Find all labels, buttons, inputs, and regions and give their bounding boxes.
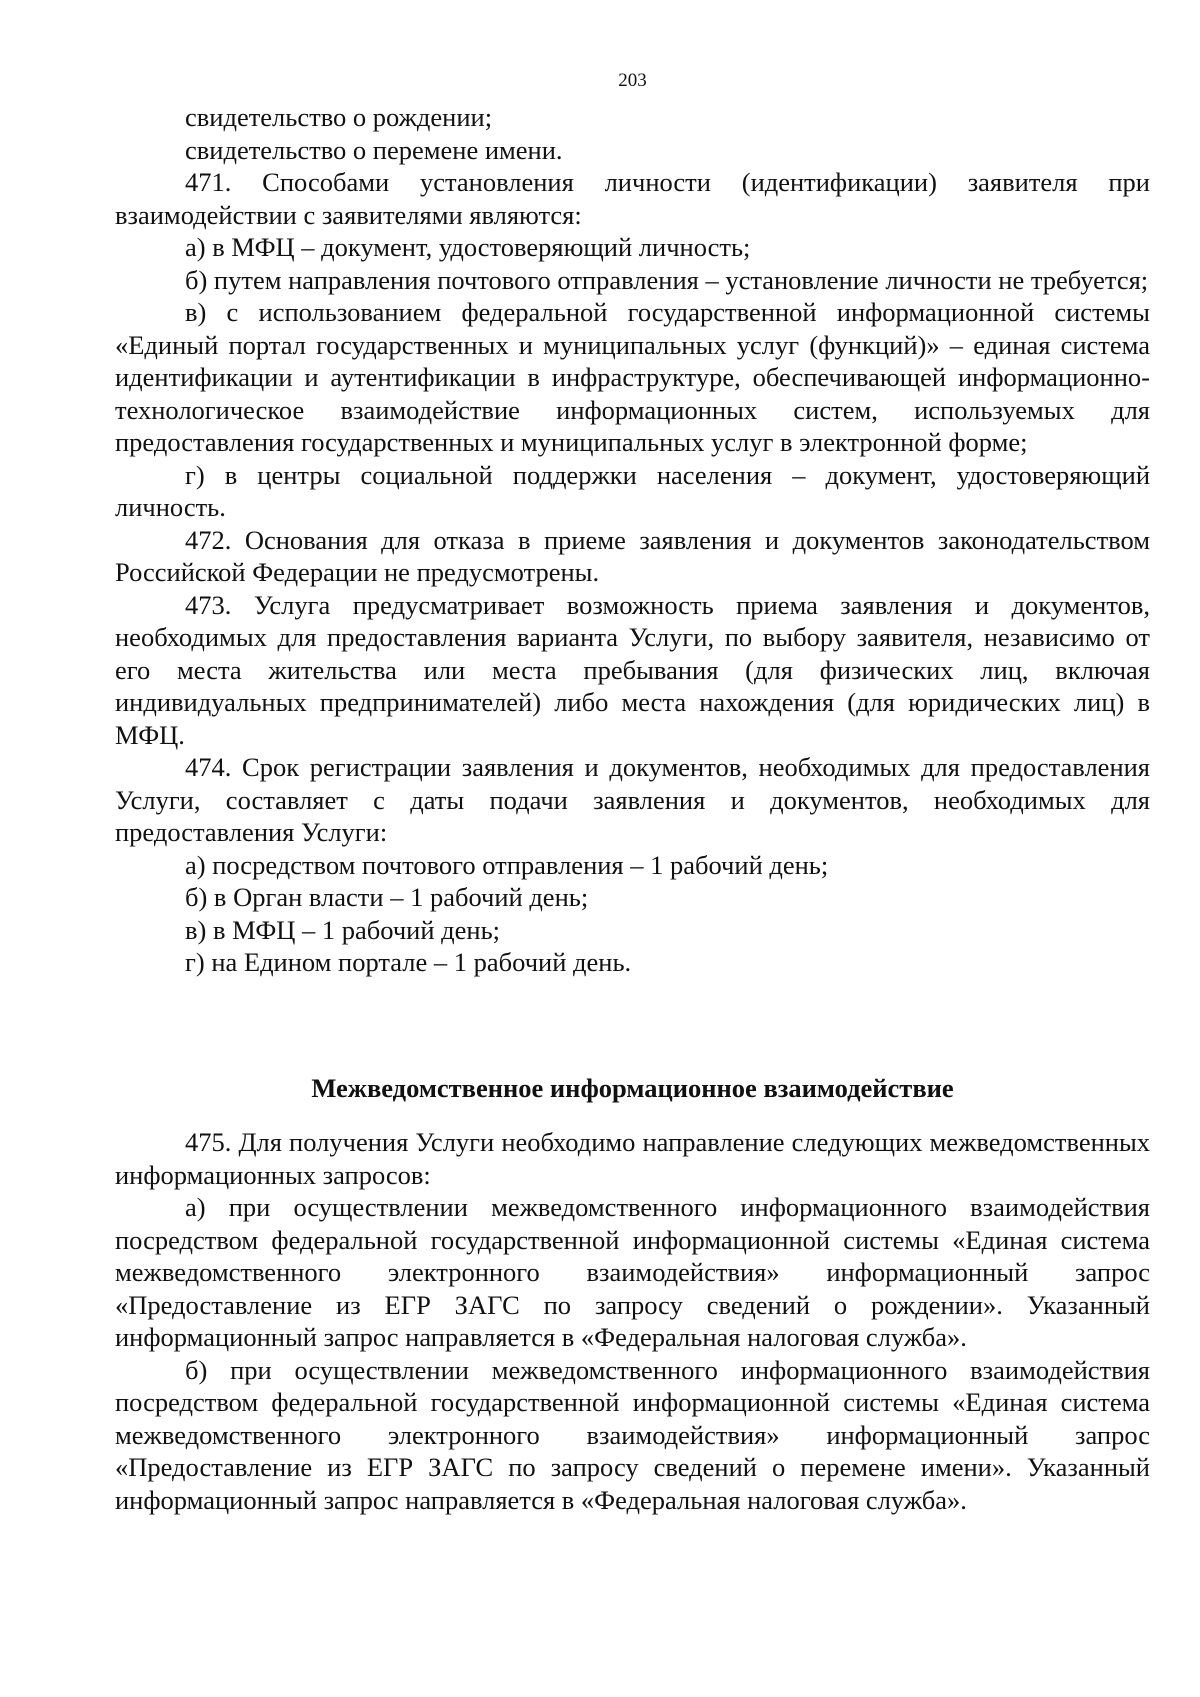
list-item-a: а) при осуществлении межведомственного информационного взаимодействия посредством федеральной государственной информационной системы «Единая система межведомственного электронного взаимодействия» информационный запрос «Предоставление из ЕГР ЗАГС по запросу сведений о рождении». Указанный информационный запрос направляется в «Федеральная налоговая служба». (115, 1192, 1150, 1352)
paragraph: свидетельство о рождении; (185, 102, 493, 132)
list-item-g: г) на Едином портале – 1 рабочий день. (185, 947, 632, 977)
section-heading: Межведомственное информационное взаимодействие (311, 1073, 954, 1103)
paragraph-473: 473. Услуга предусматривает возможность приема заявления и документов, необходимых для предоставления варианта Услуги, по выбору заявителя, независимо от его места жительства или места пребывания (для физических лиц, включая индивидуальных предпринимателей) либо места нахождения (для юридических лиц) в МФЦ. (115, 589, 1150, 750)
list-item-g: г) в центры социальной поддержки населения – документ, удостоверяющий личность. (115, 459, 1150, 522)
list-item-a: а) в МФЦ – документ, удостоверяющий личность; (185, 232, 751, 262)
list-item-b: б) при осуществлении межведомственного информационного взаимодействия посредством федеральной государственной информационной системы «Единая система межведомственного электронного взаимодействия» информационный запрос «Предоставление из ЕГР ЗАГС по запросу сведений о перемене имени». Указанный информационный запрос направляется в «Федеральная налоговая служба». (115, 1354, 1150, 1515)
list-item-b: б) путем направления почтового отправления – установление личности не требуется; (185, 264, 1149, 295)
document-body-bottom (115, 1126, 1150, 1516)
page-number: 203 (618, 70, 647, 91)
paragraph-472: 472. Основания для отказа в приеме заявления и документов законодательством Российской Федерации не предусмотрены. (115, 524, 1150, 587)
list-item-v: в) с использованием федеральной государственной информационной системы «Единый портал государственных и муниципальных услуг (функций)» – единая система идентификации и аутентификации в инфраструктуре, обеспечивающей информационно-технологическое взаимодействие информационных систем, используемых для предоставления государственных и муниципальных услуг в электронной форме; (115, 297, 1150, 457)
list-item-a: а) посредством почтового отправления – 1 рабочий день; (185, 849, 829, 880)
paragraph: свидетельство о перемене имени. (185, 134, 563, 165)
document-body-top (115, 101, 1150, 979)
paragraph-474: 474. Срок регистрации заявления и документов, необходимых для предоставления Услуги, составляет с даты подачи заявления и документов, необходимых для предоставления Услуги: (115, 752, 1150, 847)
paragraph-475: 475. Для получения Услуги необходимо направление следующих межведомственных информационных запросов: (115, 1127, 1150, 1190)
list-item-v: в) в МФЦ – 1 рабочий день; (185, 914, 501, 945)
paragraph-471: 471. Способами установления личности (идентификации) заявителя при взаимодействии с заявителями являются: (115, 167, 1150, 230)
list-item-b: б) в Орган власти – 1 рабочий день; (185, 882, 589, 912)
